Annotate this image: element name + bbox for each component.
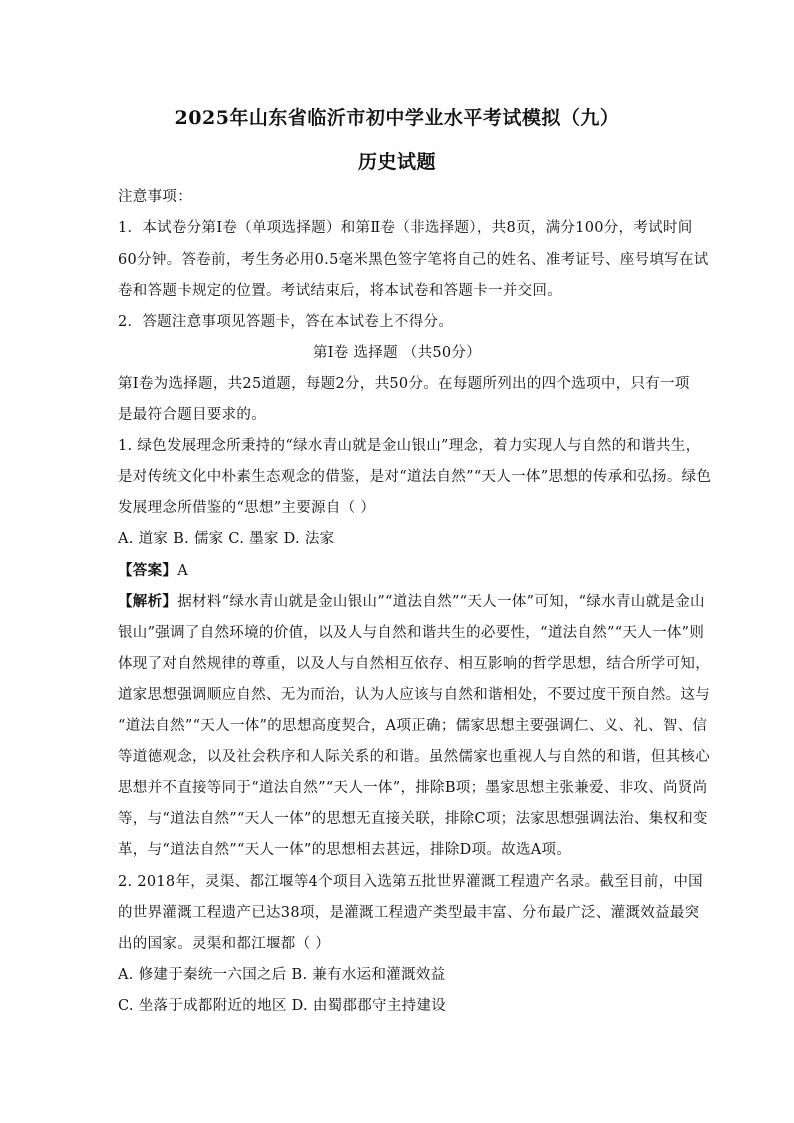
section-intro: 第Ⅰ卷为选择题，共25道题，每题2分，共50分。在每题所列出的四个选项中，只有一项 bbox=[118, 376, 690, 392]
q2-stem: 出的国家。灵渠和都江堰都（ ） bbox=[118, 936, 331, 952]
q1-analysis: 银山”强调了自然环境的价值，以及人与自然和谐共生的必要性，“道法自然”“天人一体”则 bbox=[118, 625, 705, 641]
q1-analysis: 等道德观念，以及社会秩序和人际关系的和谐。虽然儒家也重视人与自然的和谐，但其核心 bbox=[118, 749, 710, 765]
q1-analysis: 等，与“道法自然”“天人一体”的思想无直接关联，排除C项；法家思想强调法治、集权和变 bbox=[118, 811, 708, 827]
q1-analysis: 道家思想强调顺应自然、无为而治，认为人应该与自然和谐相处，不要过度干预自然。这与 bbox=[118, 687, 710, 703]
notice-heading: 注意事项： bbox=[118, 189, 192, 205]
analysis-label: 【解析】 bbox=[118, 593, 178, 610]
q1-stem: 发展理念所借鉴的“思想”主要源自（ ） bbox=[118, 500, 376, 516]
q2-stem: 2. 2018年，灵渠、都江堰等4个项目入选第五批世界灌溉工程遗产名录。截至目前，中国 bbox=[118, 874, 703, 890]
page-title: 2025年山东省临沂市初中学业水平考试模拟（九） bbox=[174, 107, 620, 129]
section-title: 第Ⅰ卷 选择题 （共50分） bbox=[312, 345, 482, 361]
q2-options: A. 修建于秦统一六国之后 B. 兼有水运和灌溉效益 bbox=[118, 967, 446, 983]
page-subtitle: 历史试题 bbox=[357, 151, 436, 173]
answer-label: 【答案】 bbox=[118, 562, 178, 579]
answer-value: A bbox=[177, 563, 188, 579]
q1-analysis: “道法自然”“天人一体”的思想高度契合，A项正确；儒家思想主要强调仁、义、礼、智、信 bbox=[118, 718, 708, 734]
q1-analysis: 思想并不直接等同于“道法自然”“天人一体”，排除B项；墨家思想主张兼爱、非攻、尚贤尚 bbox=[118, 780, 708, 796]
q1-analysis bbox=[118, 592, 705, 612]
q1-analysis: 革，与“道法自然”“天人一体”的思想相去甚远，排除D项。故选A项。 bbox=[118, 842, 572, 858]
notice-line: 60分钟。答卷前，考生务必用0.5毫米黑色签字笔将自己的姓名、准考证号、座号填写在试 bbox=[118, 252, 709, 268]
notice-line: 1．本试卷分第Ⅰ卷（单项选择题）和第Ⅱ卷（非选择题），共8页，满分100分，考试时间 bbox=[118, 220, 693, 236]
q1-options: A. 道家 B. 儒家 C. 墨家 D. 法家 bbox=[118, 531, 335, 547]
notice-line: 2．答题注意事项见答题卡，答在本试卷上不得分。 bbox=[118, 314, 454, 330]
analysis-text: 据材料“绿水青山就是金山银山”“道法自然”“天人一体”可知，“绿水青山就是金山 bbox=[177, 594, 705, 610]
q1-answer bbox=[118, 561, 688, 581]
q1-analysis: 体现了对自然规律的尊重，以及人与自然相互依存、相互影响的哲学思想，结合所学可知， bbox=[118, 656, 710, 672]
q1-stem: 是对传统文化中朴素生态观念的借鉴，是对“道法自然”“天人一体”思想的传承和弘扬。绿色 bbox=[118, 469, 712, 485]
q2-options: C. 坐落于成都附近的地区 D. 由蜀郡郡守主持建设 bbox=[118, 998, 447, 1014]
q2-stem: 的世界灌溉工程遗产已达38项，是灌溉工程遗产类型最丰富、分布最广泛、灌溉效益最突 bbox=[118, 905, 700, 921]
q1-stem: 1. 绿色发展理念所秉持的“绿水青山就是金山银山”理念，着力实现人与自然的和谐共生， bbox=[118, 438, 701, 454]
section-intro: 是最符合题目要求的。 bbox=[118, 407, 266, 423]
notice-line: 卷和答题卡规定的位置。考试结束后，将本试卷和答题卡一并交回。 bbox=[118, 283, 562, 299]
